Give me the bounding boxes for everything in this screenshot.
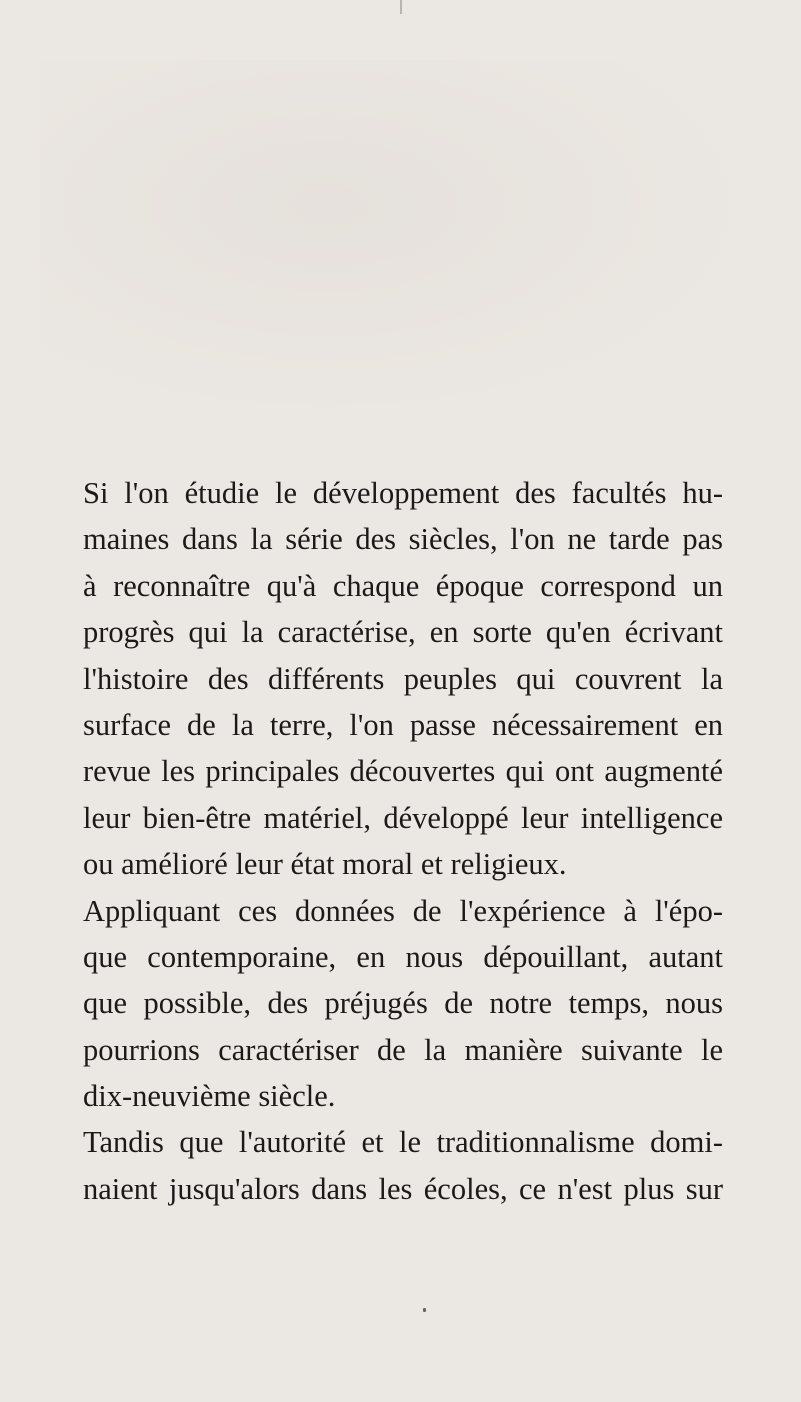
text-line: leur bien-être matériel, développé leur intelligence: [83, 800, 723, 835]
text-line: dix-neuvième siècle.: [83, 1079, 336, 1114]
ink-speck: [423, 1308, 426, 1312]
text-line: que possible, des préjugés de notre temps, nous: [83, 986, 723, 1021]
body-text: [83, 470, 723, 1212]
top-edge-mark: [400, 0, 402, 14]
text-line: l'histoire des différents peuples qui couvrent la: [83, 661, 723, 696]
text-line: surface de la terre, l'on passe nécessairement en: [83, 707, 723, 742]
text-line: Tandis que l'autorité et le traditionnalisme domi-: [83, 1125, 723, 1160]
text-line: Si l'on étudie le développement des facultés hu-: [83, 476, 723, 510]
text-line: maines dans la série des siècles, l'on ne tarde pas: [83, 522, 723, 557]
text-line: à reconnaître qu'à chaque époque correspond un: [83, 568, 723, 603]
show-through-area: [40, 60, 760, 420]
text-line: Appliquant ces données de l'expérience à l'épo-: [83, 893, 723, 928]
text-line: ou amélioré leur état moral et religieux.: [83, 847, 567, 882]
text-line: pourrions caractériser de la manière suivante le: [83, 1032, 723, 1067]
text-line: que contemporaine, en nous dépouillant, autant: [83, 939, 723, 974]
text-line: revue les principales découvertes qui ont augmenté: [83, 754, 723, 789]
text-line: progrès qui la caractérise, en sorte qu'en écrivant: [83, 615, 723, 650]
text-line: naient jusqu'alors dans les écoles, ce n'est plus sur: [83, 1171, 723, 1206]
